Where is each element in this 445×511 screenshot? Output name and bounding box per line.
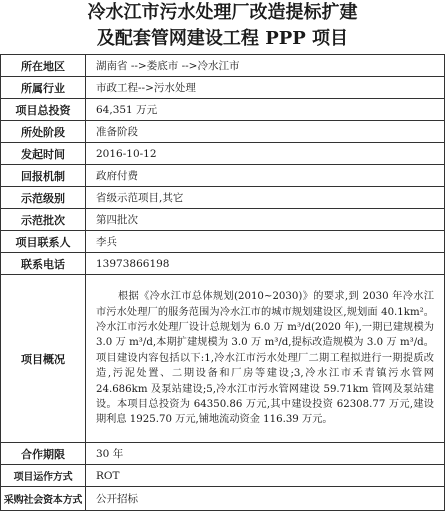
row-label: 所在地区	[1, 55, 86, 77]
row-label: 项目总投资	[1, 99, 86, 121]
row-value: 64,351 万元	[86, 99, 445, 121]
row-value: 准备阶段	[86, 121, 445, 143]
table-row	[1, 187, 445, 209]
table-row	[1, 99, 445, 121]
row-label: 项目运作方式	[1, 465, 86, 487]
table-row	[1, 77, 445, 99]
table-row	[1, 55, 445, 77]
row-value: 2016-10-12	[86, 143, 445, 165]
row-value: 省级示范项目,其它	[86, 187, 445, 209]
row-value: 湖南省 -->娄底市 -->冷水江市	[86, 55, 445, 77]
table-row	[1, 253, 445, 275]
row-value: 公开招标	[86, 487, 445, 511]
row-label: 示范批次	[1, 209, 86, 231]
row-label: 采购社会资本方式	[1, 487, 86, 511]
row-label: 发起时间	[1, 143, 86, 165]
title-line-2: 及配套管网建设工程 PPP 项目	[96, 28, 349, 49]
row-label: 所属行业	[1, 77, 86, 99]
row-value: 市政工程-->污水处理	[86, 77, 445, 99]
row-label: 示范级别	[1, 187, 86, 209]
table-row	[1, 465, 445, 487]
row-label: 合作期限	[1, 443, 86, 465]
table-row	[1, 121, 445, 143]
table-row	[1, 209, 445, 231]
table-row	[1, 165, 445, 187]
row-value: 第四批次	[86, 209, 445, 231]
row-value: 13973866198	[86, 253, 445, 275]
table-row	[1, 143, 445, 165]
document-title	[0, 0, 445, 54]
row-value: 30 年	[86, 443, 445, 465]
project-info-table	[0, 54, 445, 511]
row-value: 政府付费	[86, 165, 445, 187]
row-label: 所处阶段	[1, 121, 86, 143]
row-label: 项目概况	[1, 275, 86, 443]
table-row	[1, 231, 445, 253]
table-row	[1, 443, 445, 465]
title-line-1: 冷水江市污水处理厂改造提标扩建	[87, 2, 358, 23]
row-value: 李兵	[86, 231, 445, 253]
table-row	[1, 487, 445, 511]
row-value: ROT	[86, 465, 445, 487]
row-label: 项目联系人	[1, 231, 86, 253]
row-label: 联系电话	[1, 253, 86, 275]
table-row-overview	[1, 275, 445, 443]
project-overview-text: 根据《冷水江市总体规划(2010~2030)》的要求,到 2030 年冷水江市污水处理厂的服务范围为冷水江市的城市规划建设区,规划面 40.1km²。冷水江市污水处理厂设计总规划为 6.0 万 m³/d(2020 年),一期已建规模为 3.0 万 m³/d,本期扩建规模为 3.0 万 m³/d,提标改造规模为 3.0 万 m³/d。项目建设内容包括以下:1,冷水江市污水处理厂二期工程拟进行一期提质改造,污泥处置、二期设备和厂房等建设;3,冷水江市禾青镇污水管网 24.686km 及泵站建设;5,冷水江市污水管网建设 59.71km 管网及泵站建设。本项目总投资为 64350.86 万元,其中建设投资 62308.77 万元,建设期利息 1925.70 万元,铺地流动资金 116.39 万元。	[86, 275, 445, 443]
row-label: 回报机制	[1, 165, 86, 187]
